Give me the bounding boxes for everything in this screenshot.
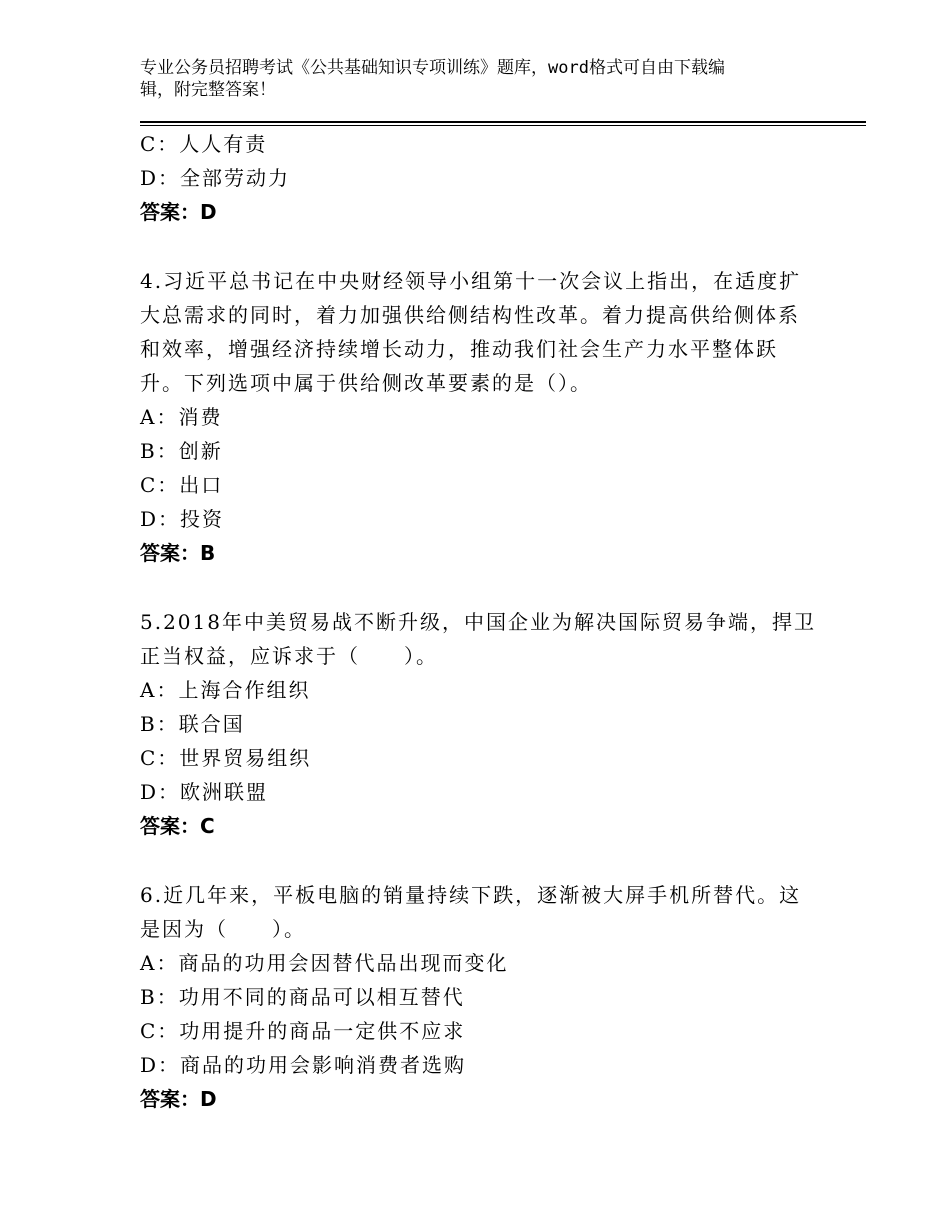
option-d: D：全部劳动力 (140, 166, 291, 190)
question-text-line: 是因为（ ）。 (140, 917, 306, 941)
answer: 答案：D (140, 200, 217, 224)
question-text-line: 大总需求的同时，着力加强供给侧结构性改革。着力提高供给侧体系 (140, 303, 800, 327)
option-a: A：消费 (140, 405, 223, 429)
header-rule-thin (140, 125, 866, 126)
option-d: D：欧洲联盟 (140, 780, 269, 804)
option-d: D：投资 (140, 507, 225, 531)
question-text-line: 5.2018年中美贸易战不断升级，中国企业为解决国际贸易争端，捍卫 (140, 610, 816, 634)
question-text-line: 和效率，增强经济持续增长动力，推动我们社会生产力水平整体跃 (140, 337, 778, 361)
question-5 (140, 605, 840, 843)
option-a: A：上海合作组织 (140, 678, 311, 702)
answer: 答案：C (140, 814, 215, 838)
option-b: B：创新 (140, 439, 223, 463)
option-b: B：功用不同的商品可以相互替代 (140, 985, 465, 1009)
option-d: D：商品的功用会影响消费者选购 (140, 1053, 467, 1077)
header-line-2: 辑，附完整答案！ (140, 80, 276, 100)
header-rule-thick (140, 121, 866, 123)
option-a: A：商品的功用会因替代品出现而变化 (140, 951, 509, 975)
answer: 答案：D (140, 1087, 217, 1111)
question-content (140, 127, 840, 1116)
option-c: C：人人有责 (140, 132, 268, 156)
page-header (140, 57, 800, 101)
question-text-line: 升。下列选项中属于供给侧改革要素的是（）。 (140, 371, 592, 395)
option-c: C：世界贸易组织 (140, 746, 312, 770)
question-text-line: 4.习近平总书记在中央财经领导小组第十一次会议上指出，在适度扩 (140, 269, 802, 293)
question-text-line: 6.近几年来，平板电脑的销量持续下跌，逐渐被大屏手机所替代。这 (140, 883, 802, 907)
option-c: C：出口 (140, 473, 224, 497)
answer: 答案：B (140, 541, 216, 565)
option-c: C：功用提升的商品一定供不应求 (140, 1019, 466, 1043)
header-line-1: 专业公务员招聘考试《公共基础知识专项训练》题库，word格式可自由下载编 (140, 58, 725, 78)
question-text-line: 正当权益，应诉求于（ ）。 (140, 644, 438, 668)
option-b: B：联合国 (140, 712, 245, 736)
question-4 (140, 264, 840, 570)
question-6 (140, 878, 840, 1116)
